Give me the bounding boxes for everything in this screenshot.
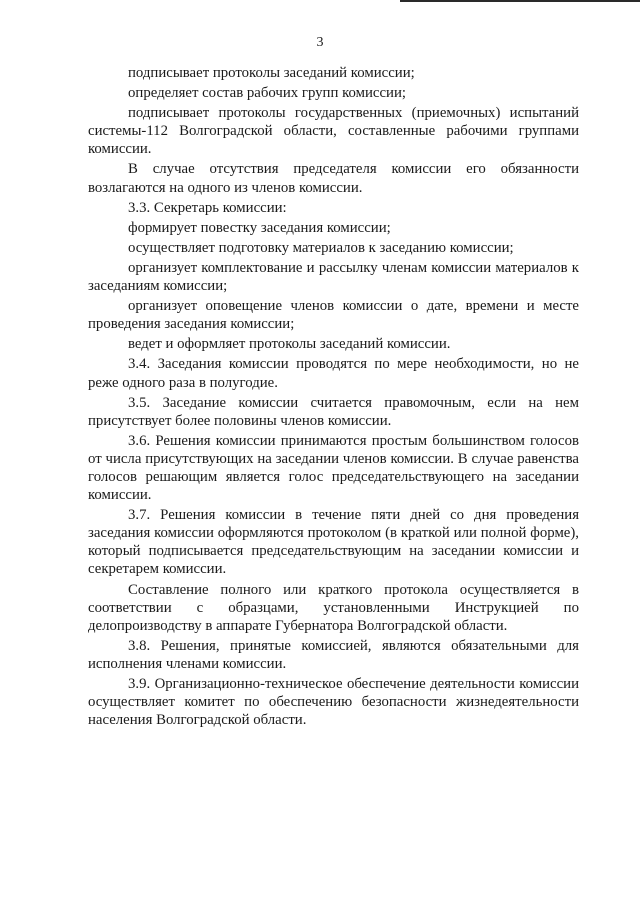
paragraph-6: формирует повестку заседания комиссии; [128,219,391,236]
paragraph-15: Составление полного или краткого протокола осуществляется в соответствии с образцами, установленными Инструкцией по делопроизводству в аппарате Губернатора Волгоградской области. [88,581,579,634]
document-body [88,64,579,729]
paragraph-2: определяет состав рабочих групп комиссии; [128,85,407,102]
paragraph-16: 3.8. Решения, принятые комиссией, являются обязательными для исполнения членами комиссии. [88,637,579,672]
paragraph-7: осуществляет подготовку материалов к заседанию комиссии; [128,239,514,256]
paragraph-17: 3.9. Организационно-техническое обеспечение деятельности комиссии осуществляет комитет по обеспечению безопасности жизнедеятельности населения Волгоградской области. [88,676,579,729]
paragraph-11: 3.4. Заседания комиссии проводятся по мере необходимости, но не реже одного раза в полугодие. [88,356,579,391]
paragraph-5: 3.3. Секретарь комиссии: [128,199,287,216]
paragraph-9: организует оповещение членов комиссии о дате, времени и месте проведения заседания комиссии; [88,298,579,333]
page-number: 3 [316,35,324,50]
paragraph-4: В случае отсутствия председателя комиссии его обязанности возлагаются на одного из членов комиссии. [88,161,579,196]
paragraph-13: 3.6. Решения комиссии принимаются простым большинством голосов от числа присутствующих на заседании членов комиссии. В случае равенства голосов решающим является голос председательствующего на заседании комиссии. [88,432,579,504]
paragraph-1: подписывает протоколы заседаний комиссии; [128,65,415,81]
paragraph-12: 3.5. Заседание комиссии считается правомочным, если на нем присутствует более половины членов комиссии. [88,394,579,429]
paragraph-8: организует комплектование и рассылку членам комиссии материалов к заседаниям комиссии; [88,259,579,295]
paragraph-14: 3.7. Решения комиссии в течение пяти дней со дня проведения заседания комиссии оформляются протоколом (в краткой или полной форме), который подписывается председательствующим на заседании комиссии и секретарем комиссии. [88,507,579,578]
paragraph-10: ведет и оформляет протоколы заседаний комиссии. [128,336,451,353]
top-border-line [400,0,640,2]
paragraph-3: подписывает протоколы государственных (приемочных) испытаний системы-112 Волгоградской области, составленные рабочими группами комиссии. [88,105,579,158]
